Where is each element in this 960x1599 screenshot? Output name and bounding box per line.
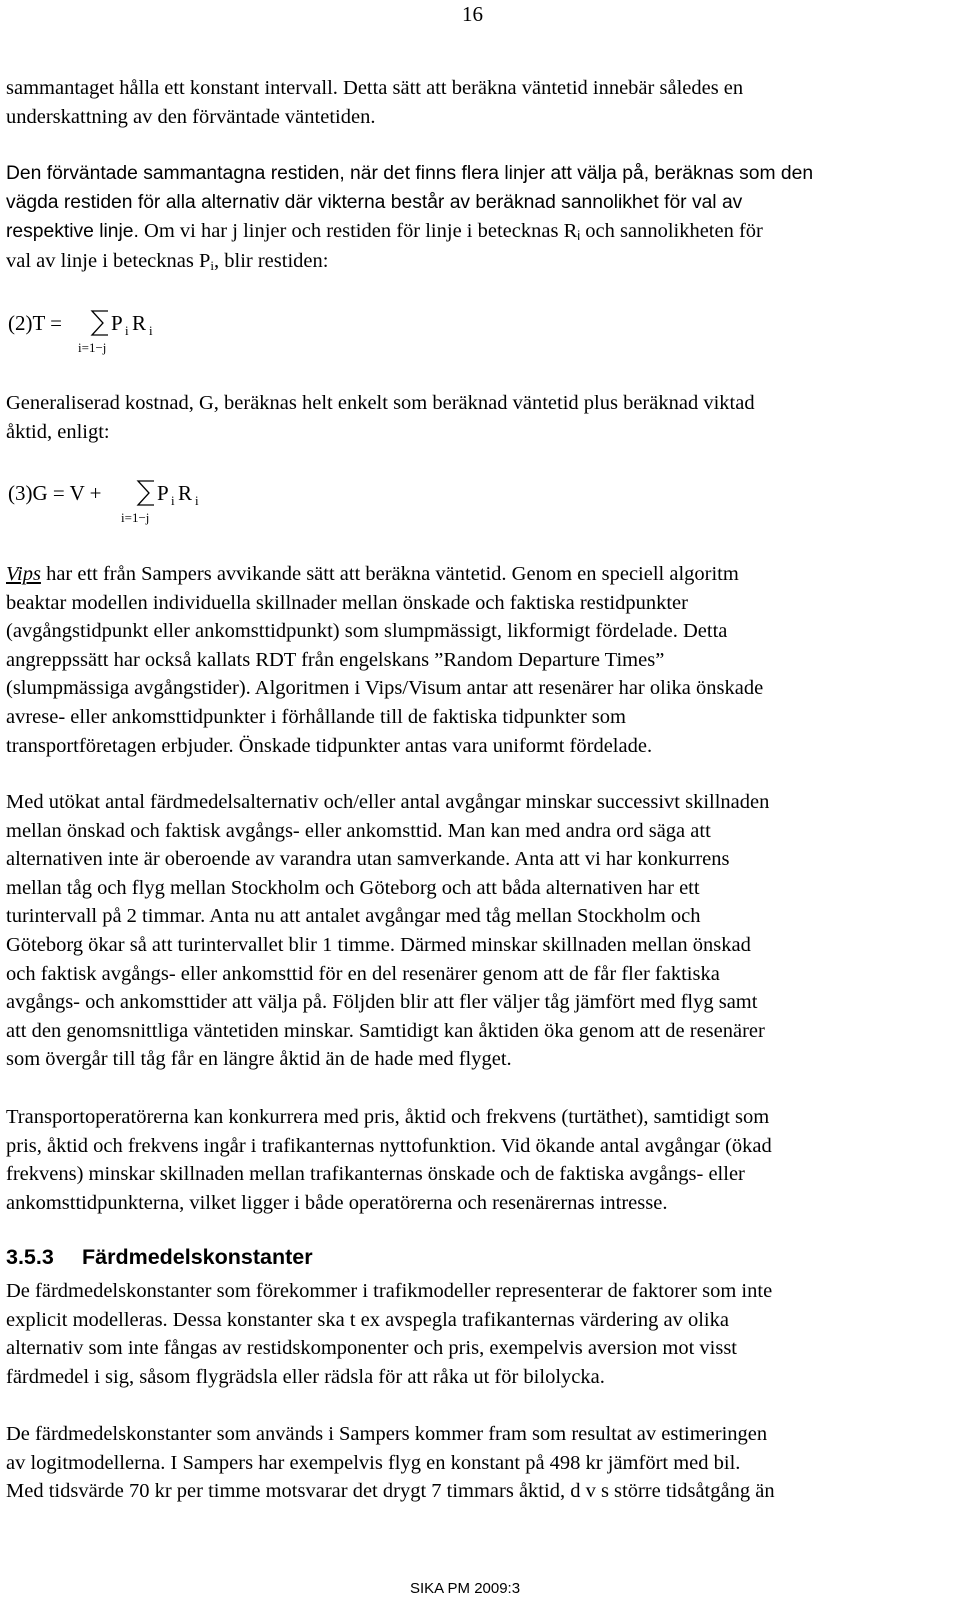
paragraph-line	[6, 560, 946, 589]
paragraph-line: ankomsttidpunkterna, vilket ligger i både operatörerna och resenärernas intresse.	[6, 1191, 668, 1214]
formula-r: R	[132, 311, 147, 335]
formula-3	[8, 468, 308, 528]
formula-range: i=1−j	[78, 340, 107, 355]
formula-r: R	[178, 481, 193, 505]
section-number: 3.5.3	[6, 1245, 54, 1269]
paragraph-line: transportföretagen erbjuder. Önskade tidpunkter antas vara uniformt fördelade.	[6, 734, 653, 757]
paragraph-line: turintervall på 2 timmar. Anta nu att antalet avgångar med tåg mellan Stockholm och	[6, 905, 701, 928]
formula-sub: i	[195, 493, 199, 508]
subscript: i	[577, 228, 581, 244]
text-span: , blir restiden:	[214, 249, 329, 272]
paragraph-line: alternativen inte är oberoende av varandra utan samverkande. Anta att vi har konkurrens	[6, 848, 730, 871]
formula-lhs: (2)T =	[8, 311, 63, 335]
paragraph-line: Den förväntade sammantagna restiden, när det finns flera linjer att välja på, beräknas som den	[6, 163, 814, 184]
section-heading	[6, 1243, 313, 1271]
subscript: i	[210, 257, 214, 273]
page-number: 16	[462, 2, 483, 26]
page-footer: SIKA PM 2009:3	[410, 1580, 521, 1597]
paragraph-line: avrese- eller ankomsttidpunkter i förhållande till de faktiska tidpunkter som	[6, 705, 626, 728]
paragraph-line: Med tidsvärde 70 kr per timme motsvarar det drygt 7 timmars åktid, d v s större tidsåtgång än	[6, 1480, 775, 1503]
text-span: val av linje i betecknas P	[6, 249, 211, 272]
paragraph-line: åktid, enligt:	[6, 420, 110, 443]
section-title: Färdmedelskonstanter	[82, 1245, 313, 1269]
paragraph-line: att den genomsnittliga väntetiden minskar. Samtidigt kan åktiden öka genom att de resenärer	[6, 1019, 765, 1042]
formula-sub: i	[171, 493, 175, 508]
vips-term: Vips	[6, 563, 41, 585]
paragraph-line: avgångs- och ankomsttider att välja på. Följden blir att fler väljer tåg jämfört med flyg samt	[6, 991, 758, 1014]
paragraph-line: alternativ som inte fångas av restidskomponenter och pris, exempelvis aversion mot visst	[6, 1337, 738, 1360]
paragraph-2	[6, 160, 946, 275]
formula-sub: i	[125, 323, 129, 338]
paragraph-5	[6, 788, 946, 1074]
paragraph-line: som övergår till tåg får en längre åktid än de hade med flyget.	[6, 1048, 512, 1071]
paragraph-line: (avgångstidpunkt eller ankomsttidpunkt) som slumpmässigt, likformigt fördelade. Detta	[6, 620, 728, 643]
paragraph-line: färdmedel i sig, såsom flygrädsla eller rädsla för att råka ut för bilolycka.	[6, 1365, 605, 1388]
paragraph-line: av logitmodellerna. I Sampers har exempelvis flyg en konstant på 498 kr jämfört med bil.	[6, 1451, 741, 1474]
text-span: har ett från Sampers avvikande sätt att beräkna väntetid. Genom en speciell algoritm	[40, 563, 739, 585]
paragraph-line: pris, åktid och frekvens ingår i trafikanternas nyttofunktion. Vid ökande antal avgångar (ökad	[6, 1134, 772, 1157]
formula-p: P	[157, 481, 169, 505]
paragraph-line	[6, 247, 946, 276]
formula-2-svg	[8, 298, 308, 358]
text-span: och sannolikheten för	[580, 220, 763, 243]
paragraph-line: (slumpmässiga avgångstider). Algoritmen i Vips/Visum antar att resenärer har olika önskade	[6, 677, 764, 700]
paragraph-4	[6, 560, 946, 760]
paragraph-line: angreppssätt har också kallats RDT från engelskans ”Random Departure Times”	[6, 648, 665, 671]
summation-icon	[138, 481, 154, 505]
paragraph-6	[6, 1103, 946, 1217]
formula-sub: i	[149, 323, 153, 338]
formula-2	[8, 298, 308, 358]
paragraph-line: underskattning av den förväntade väntetiden.	[6, 105, 376, 128]
paragraph-line: frekvens) minskar skillnaden mellan trafikanternas önskade och de faktiska avgångs- eller	[6, 1163, 745, 1186]
formula-3-svg	[8, 468, 308, 528]
text-span: respektive linje.	[6, 221, 139, 243]
paragraph-line: explicit modelleras. Dessa konstanter ska t ex avspegla trafikanternas värdering av olika	[6, 1308, 729, 1331]
paragraph-line: Generaliserad kostnad, G, beräknas helt enkelt som beräknad väntetid plus beräknad viktad	[6, 392, 755, 414]
formula-p: P	[111, 311, 123, 335]
formula-range: i=1−j	[121, 510, 150, 525]
paragraph-line: Transportoperatörerna kan konkurrera med pris, åktid och frekvens (turtäthet), samtidigt som	[6, 1106, 770, 1128]
paragraph-7	[6, 1277, 946, 1391]
paragraph-line: mellan tåg och flyg mellan Stockholm och Göteborg och att båda alternativen har ett	[6, 876, 700, 899]
paragraph-line: och faktisk avgångs- eller ankomsttid för en del resenärer genom att de får fler faktiska	[6, 962, 720, 985]
paragraph-line: De färdmedelskonstanter som förekommer i trafikmodeller representerar de faktorer som inte	[6, 1280, 773, 1302]
paragraph-line: Med utökat antal färdmedelsalternativ och/eller antal avgångar minskar successivt skillnaden	[6, 791, 770, 813]
paragraph-line: beaktar modellen individuella skillnader mellan önskade och faktiska restidpunkter	[6, 591, 688, 614]
paragraph-line: Göteborg ökar så att turintervallet blir 1 timme. Därmed minskar skillnaden mellan önskad	[6, 933, 751, 956]
summation-icon	[92, 311, 108, 335]
paragraph-3	[6, 389, 946, 446]
paragraph-line: De färdmedelskonstanter som används i Sampers kommer fram som resultat av estimeringen	[6, 1423, 768, 1445]
text-span: Om vi har j linjer och restiden för linje i betecknas R	[138, 220, 578, 243]
paragraph-line: vägda restiden för alla alternativ där vikterna består av beräknad sannolikhet för val av	[6, 191, 743, 213]
paragraph-line: sammantaget hålla ett konstant intervall. Detta sätt att beräkna väntetid innebär således en	[6, 77, 744, 99]
paragraph-8	[6, 1420, 946, 1506]
paragraph-line	[6, 217, 946, 247]
paragraph-line: mellan önskad och faktisk avgångs- eller ankomsttid. Man kan med andra ord säga att	[6, 819, 711, 842]
formula-lhs: (3)G = V +	[8, 481, 102, 505]
paragraph-1	[6, 74, 946, 131]
